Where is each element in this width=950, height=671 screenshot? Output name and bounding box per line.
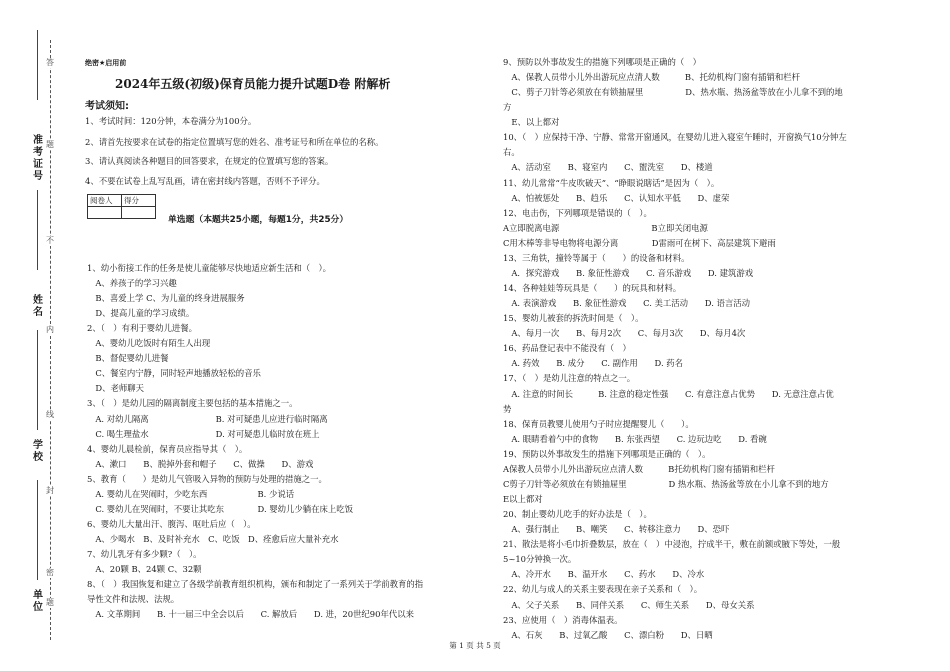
question-line: A、20颗 B、24颗 C、32颗 xyxy=(87,564,202,574)
label-name: 姓名 xyxy=(33,295,43,318)
question-line: A. 眼睛看着勺中的食物 B. 东张西望 C. 边玩边吃 D. 看碗 xyxy=(503,433,767,444)
seal-dashed-line xyxy=(50,40,51,640)
question-line: A、父子关系 B、同伴关系 C、师生关系 D、母女关系 xyxy=(503,599,755,610)
question-line: A、冷开水 B、温开水 C、药水 D、冷水 xyxy=(503,569,705,580)
seal-mark: 题 xyxy=(46,140,54,149)
question-line: 3、（ ）是幼儿园的隔离制度主要包括的基本措施之一。 xyxy=(87,398,298,409)
question-line: 14、各种娃娃等玩具是（ ）的玩具和材料。 xyxy=(503,283,682,294)
notice-heading: 考试须知: xyxy=(85,101,129,112)
question-line: 4、婴幼儿晨检前，保育员应指导其（ ）。 xyxy=(87,443,248,454)
question-line: 21、散法是将小毛巾折叠数层，放在（ ）中浸泡，拧成半干，敷在前额或腋下等处，一般 xyxy=(503,539,841,550)
notice-line: 4、不要在试卷上乱写乱画，请在密封线内答题，否则不予评分。 xyxy=(85,176,325,186)
question-line: 右。 xyxy=(503,147,520,158)
score-table-score: 得分 xyxy=(122,195,156,207)
question-line: A、怕被惩处 B、趋乐 C、认知水平低 D、虚荣 xyxy=(503,192,730,203)
question-line: 12、电击伤，下列哪项是错误的（ ）。 xyxy=(503,207,652,218)
question-line: D、老师聊天 xyxy=(87,383,144,394)
question-line: A. 文革期间 B. 十一届三中全会以后 C. 解放后 D. 进，20世纪90年代以来 xyxy=(87,609,414,620)
question-line: A、少喝水 B、及时补充水 C、吃饭 D、痊愈后应大量补充水 xyxy=(87,533,339,544)
seal-mark: 密 xyxy=(46,568,54,577)
notice-line: 3、请认真阅读各种题目的回答要求，在规定的位置填写您的答案。 xyxy=(85,156,334,166)
question-line: A保教人员带小儿外出游玩应点清人数 B托幼机构门窗有插销和栏杆 xyxy=(503,463,775,474)
section-title: 单选题（本题共25小题，每题1分，共25分） xyxy=(168,215,349,225)
question-line: C用木棒等非导电物将电源分离 D雷雨可在树下、高层建筑下避雨 xyxy=(503,237,776,248)
score-table-cell xyxy=(88,207,122,219)
question-line: A. 对幼儿隔离 B. 对可疑患儿应进行临时隔离 xyxy=(87,413,328,424)
question-line: A、漱口 B、脱掉外套和帽子 C、做操 D、游戏 xyxy=(87,458,314,469)
seal-mark: 线 xyxy=(46,410,54,419)
question-line: A、石灰 B、过氧乙酸 C、漂白粉 D、日晒 xyxy=(503,629,713,640)
page-title: 2024年五级(初级)保育员能力提升试题D卷 附解析 xyxy=(115,77,391,91)
seal-mark: 答 xyxy=(46,58,54,67)
label-unit: 单位 xyxy=(33,590,43,613)
field-line-unit xyxy=(37,480,38,580)
question-line: B、喜爱上学 C、为儿童的终身进展服务 xyxy=(87,293,245,304)
question-line: 23、应使用（ ）消毒体温表。 xyxy=(503,614,623,625)
score-table-grader: 阅卷人 xyxy=(88,195,122,207)
question-line: 10、（ ）应保持干净、宁静、常常开窗通风，在婴幼儿进入寝室午睡时，开窗换气10分钟左 xyxy=(503,132,847,143)
question-line: E、以上都对 xyxy=(503,117,560,128)
notice-line: 2、请首先按要求在试卷的指定位置填写您的姓名、准考证号和所在单位的名称。 xyxy=(85,137,384,147)
question-line: E以上都对 xyxy=(503,494,543,505)
question-line: C、餐室内宁静，同时轻声地播放轻松的音乐 xyxy=(87,368,261,379)
question-line: A立即脱离电源 B立即关闭电源 xyxy=(503,222,708,233)
question-line: A. 注意的时间长 B. 注意的稳定性强 C. 有意注意占优势 D. 无意注意占优 xyxy=(503,388,834,399)
question-line: C、剪子刀针等必须放在有锁抽屉里 D、热水瓶、热汤盆等放在小儿拿不到的地 xyxy=(503,87,843,98)
question-line: D、提高儿童的学习成绩。 xyxy=(87,308,195,319)
question-line: 18、保育员教婴儿使用勺子时应提醒婴儿（ ）。 xyxy=(503,418,694,429)
seal-mark: 题 xyxy=(46,598,54,607)
question-line: 7、幼儿乳牙有多少颗?（ ）。 xyxy=(87,548,202,559)
field-line-school xyxy=(37,330,38,430)
question-line: 导性文件和法规、法规。 xyxy=(87,594,180,605)
question-line: 5~10分钟换一次。 xyxy=(503,554,577,565)
question-line: B、督促婴幼儿进餐 xyxy=(87,353,169,364)
seal-mark: 封 xyxy=(46,486,54,495)
label-school: 学校 xyxy=(33,440,43,463)
question-line: C. 喝生理盐水 D. 对可疑患儿临时放在班上 xyxy=(87,428,320,439)
question-line: 5、教育（ ）是幼儿气管吸入异物的预防与处理的措施之一。 xyxy=(87,473,327,484)
question-line: A. 表演游戏 B. 象征性游戏 C. 美工活动 D. 语言活动 xyxy=(503,298,751,309)
question-line: A．探究游戏 B. 象征性游戏 C. 音乐游戏 D. 建筑游戏 xyxy=(503,267,754,278)
question-line: 20、制止婴幼儿吃手的好办法是（ ）。 xyxy=(503,509,652,520)
question-line: A、保教人员带小儿外出游玩应点清人数 B、托幼机构门窗有插销和栏杆 xyxy=(503,72,800,83)
field-line-name xyxy=(37,190,38,270)
question-line: A. 药效 B. 成分 C. 副作用 D. 药名 xyxy=(503,358,684,369)
label-exam-id: 准考证号 xyxy=(33,135,43,182)
notice-line: 1、考试时间：120分钟，本卷满分为100分。 xyxy=(85,116,257,126)
secret-tag: 绝密★启用前 xyxy=(85,59,127,67)
score-table xyxy=(87,194,156,219)
question-line: A、每月一次 B、每月2次 C、每月3次 D、每月4次 xyxy=(503,328,746,339)
question-line: 19、预防以外事故发生的措施下列哪项是正确的（ ）。 xyxy=(503,448,711,459)
score-table-cell xyxy=(122,207,156,219)
question-line: C. 婴幼儿在哭闹时，不要让其吃东 D. 婴幼儿少躺在床上吃饭 xyxy=(87,503,354,514)
seal-mark: 不 xyxy=(46,236,54,245)
page-footer: 第 1 页 共 5 页 xyxy=(449,641,501,650)
question-line: A、养孩子的学习兴趣 xyxy=(87,278,177,289)
question-line: 6、婴幼儿大量出汗、腹泻、呕吐后应（ ）。 xyxy=(87,518,256,529)
question-line: 22、幼儿与成人的关系主要表现在亲子关系和（ ）。 xyxy=(503,584,703,595)
question-line: 1、幼小衔接工作的任务是使儿童能够尽快地适应新生活和（ ）。 xyxy=(87,263,332,273)
question-line: C剪子刀针等必须放在有锁抽屉里 D 热水瓶、热汤盆等放在小儿拿不到的地方 xyxy=(503,478,829,489)
field-line-exam-id xyxy=(37,30,38,100)
question-line: 2、（ ）有利于婴幼儿进餐。 xyxy=(87,323,198,334)
question-line: A、婴幼儿吃饭时有陌生人出现 xyxy=(87,338,211,349)
seal-mark: 内 xyxy=(46,325,54,334)
question-line: A、活动室 B、寝室内 C、盥洗室 D、楼道 xyxy=(503,162,713,173)
question-line: 方 xyxy=(503,102,512,113)
question-line: 11、幼儿常常“牛皮吹破天”、“睁眼说瞎话”是因为（ ）。 xyxy=(503,177,720,188)
question-line: 16、药品登记表中不能没有（ ） xyxy=(503,343,631,354)
question-line: A. 婴幼儿在哭闹时，少吃东西 B. 少说话 xyxy=(87,488,295,499)
question-line: 17、（ ）是幼儿注意的特点之一。 xyxy=(503,373,636,384)
question-line: A、强行制止 B、嘲笑 C、转移注意力 D、恐吓 xyxy=(503,524,730,535)
question-line: 15、婴幼儿被套的拆洗时间是（ ）。 xyxy=(503,313,644,324)
question-line: 8、（ ）我国恢复和建立了各级学前教育组织机构，颁布和制定了一系列关于学前教育的指 xyxy=(87,579,424,590)
binding-margin xyxy=(0,0,62,671)
question-line: 13、三角铁，撞铃等属于（ ）的设备和材料。 xyxy=(503,252,690,263)
question-line: 势 xyxy=(503,403,512,414)
question-line: 9、预防以外事故发生的措施下列哪项是正确的（ ） xyxy=(503,57,701,67)
